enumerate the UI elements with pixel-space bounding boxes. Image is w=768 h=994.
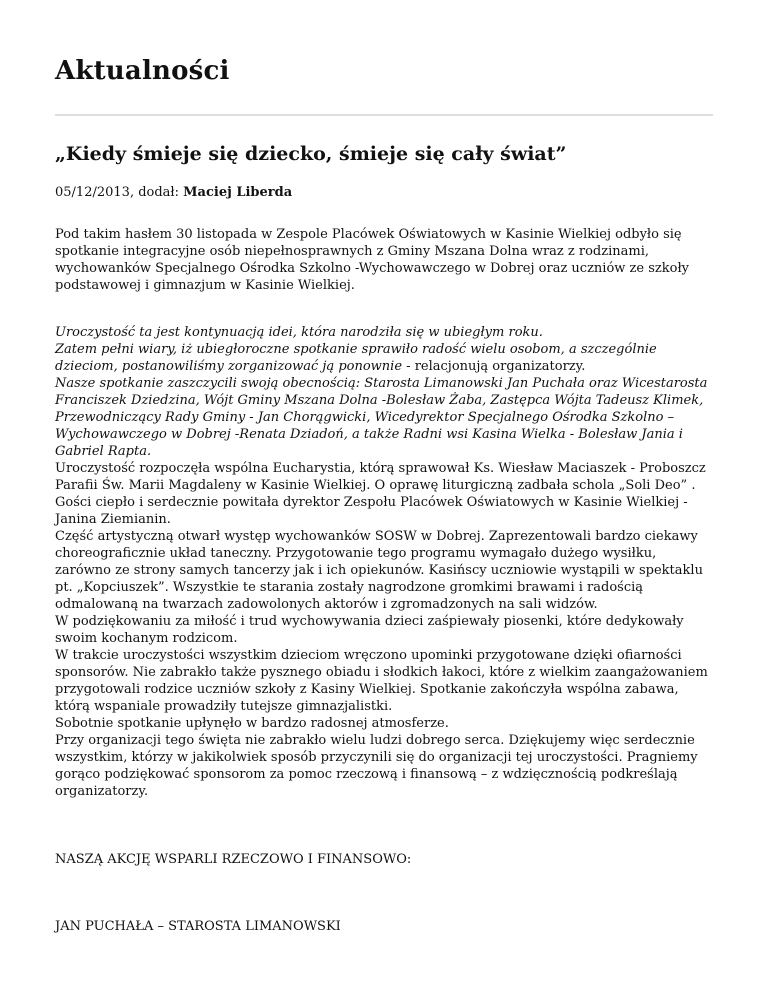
article-meta: [55, 184, 713, 202]
paragraph-atmosphere: Sobotnie spotkanie upłynęło w bardzo radosnej atmosferze.: [55, 716, 449, 731]
article-date: 05/12/2013: [55, 185, 130, 200]
paragraph-songs: W podziękowaniu za miłość i trud wychowywania dzieci zaśpiewały piosenki, które dedykowały swoim kochanym rodzicom.: [55, 614, 684, 646]
paragraph-art: Część artystyczną otwarł występ wychowanków SOSW w Dobrej. Zaprezentowali bardzo ciekawy choreograficznie układ taneczny. Przygotowanie tego programu wymagało dużego wysiłku, zarówno ze strony samych tancerzy jak i ich opiekunów. Kasińscy uczniowie wystąpili w spektaklu pt. „Kopciuszek”. Wszystkie te starania zostały nagrodzone gromkimi brawami i radością odmalowaną na twarzach zadowolonych aktorów i zgromadzonych na sali widzów.: [55, 529, 703, 612]
article-intro: Pod takim hasłem 30 listopada w Zespole Placówek Oświatowych w Kasinie Wielkiej odbyło się spotkanie integracyjne osób niepełnosprawnych z Gminy Mszana Dolna wraz z rodzinami, wychowanków Specjalnego Ośrodka Szkolno -Wychowawczego w Dobrej oraz uczniów ze szkoły podstawowej i gimnazjum w Kasinie Wielkiej.: [55, 227, 689, 293]
sponsor-item: JAN PUCHAŁA – STAROSTA LIMANOWSKI: [55, 919, 341, 934]
article-body: [55, 324, 713, 800]
paragraph-gifts: W trakcie uroczystości wszystkim dzieciom wręczono upominki przygotowane dzięki ofiarności sponsorów. Nie zabrakło także pysznego obiadu i słodkich łakoci, które z wielkim zaangażowaniem przygotowali rodzice uczniów szkoły z Kasiny Wielkiej. Spotkanie zakończyła wspólna zabawa, którą wspaniale prowadziły tutejsze gimnazjalistki.: [55, 648, 708, 714]
section-title: Aktualności: [55, 56, 230, 86]
paragraph-closing: Przy organizacji tego święta nie zabrakło wielu ludzi dobrego serca. Dziękujemy więc serdecznie wszystkim, którzy w jakikolwiek sposób przyczynili się do organizacji tej uroczystości. Pragniemy gorąco podziękować sponsorom za pomoc rzeczową i finansową – z wdzięcznością podkreślają organizatorzy.: [55, 733, 698, 799]
divider: [55, 114, 713, 116]
italic-paragraph-1: Uroczystość ta jest kontynuacją idei, która narodziła się w ubiegłym roku.: [55, 325, 543, 340]
article-author: Maciej Liberda: [183, 185, 293, 200]
italic-quote-2: Zatem pełni wiary, iż ubiegłoroczne spotkanie sprawiło radość wielu osobom, a szczególnie dzieciom, postanowiliśmy zorganizować ją ponownie: [55, 342, 657, 374]
paragraph-mass: Uroczystość rozpoczęła wspólna Eucharystia, którą sprawował Ks. Wiesław Maciaszek - Proboszcz Parafii Św. Marii Magdaleny w Kasinie Wielkiej. O oprawę liturgiczną zadbała schola „Soli Deo” . Gości ciepło i serdecznie powitała dyrektor Zespołu Placówek Oświatowych w Kasinie Wielkiej - Janina Ziemianin.: [55, 461, 706, 527]
sponsors-heading: NASZĄ AKCJĘ WSPARLI RZECZOWO I FINANSOWO:: [55, 852, 412, 867]
paragraph-2: [55, 341, 713, 375]
article-title[interactable]: „Kiedy śmieje się dziecko, śmieje się cały świat”: [55, 143, 567, 165]
italic-paragraph-guests: Nasze spotkanie zaszczycili swoją obecnością: Starosta Limanowski Jan Puchała oraz Wicestarosta Franciszek Dziedzina, Wójt Gminy Mszana Dolna -Bolesław Żaba, Zastępca Wójta Tadeusz Klimek, Przewodniczący Rady Gminy - Jan Chorągwicki, Wicedyrektor Specjalnego Ośrodka Szkolno – Wychowawczego w Dobrej -Renata Dziadoń, a także Radni wsi Kasina Wielka - Bolesław Jania i Gabriel Rapta.: [55, 376, 708, 459]
added-by-label: , dodał:: [129, 185, 184, 200]
article: [55, 142, 713, 935]
quote-attribution: - relacjonują organizatorzy.: [402, 359, 586, 374]
